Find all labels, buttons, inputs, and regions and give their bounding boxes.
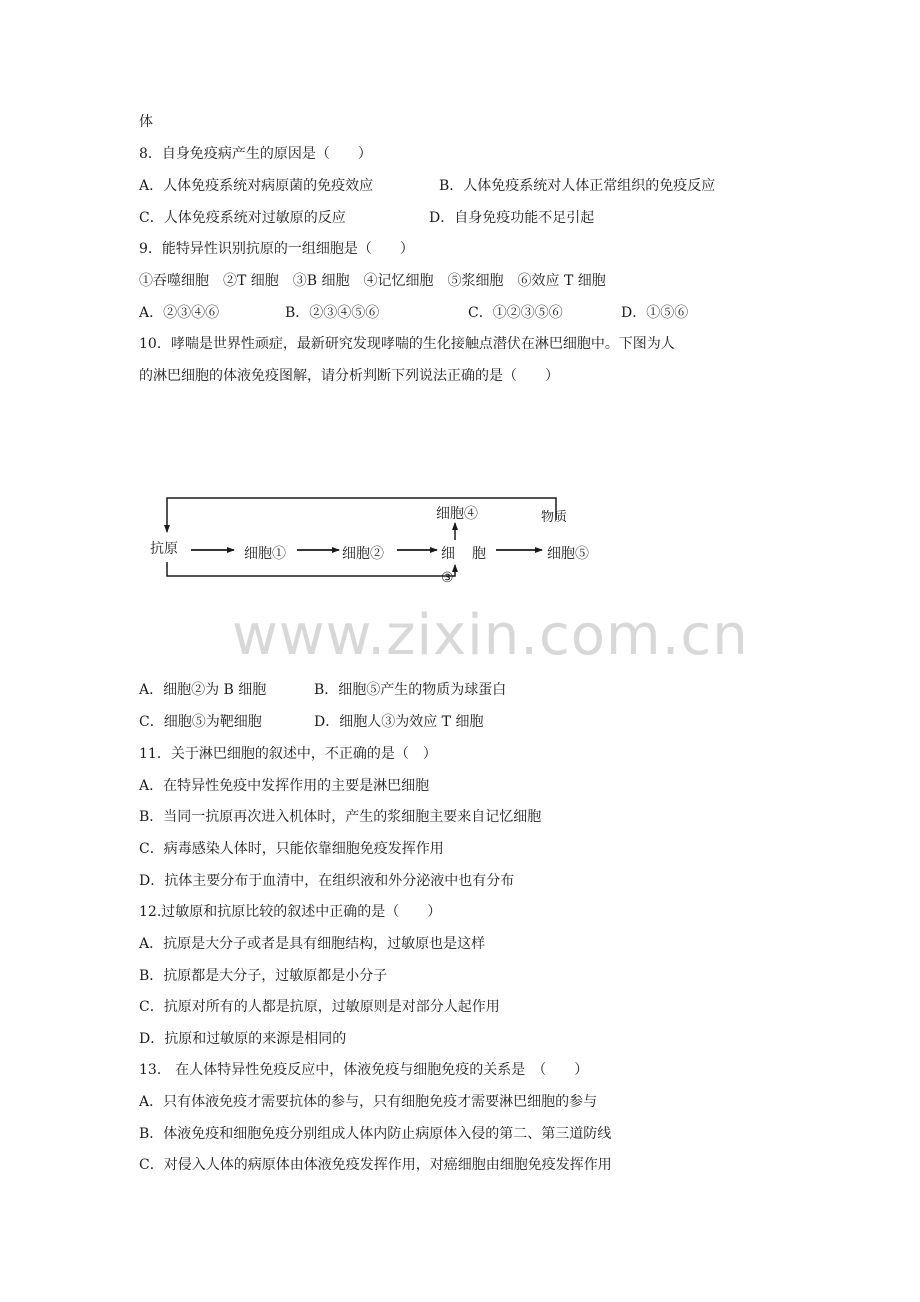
option-13a: A．只有体液免疫才需要抗体的参与，只有细胞免疫才需要淋巴细胞的参与: [139, 1094, 598, 1110]
option-12a: A．抗原是大分子或者是具有细胞结构，过敏原也是这样: [139, 936, 486, 952]
question-13: 13. 在人体特异性免疫反应中，体液免疫与细胞免疫的关系是 （ ）: [139, 1062, 589, 1078]
option-11d: D．抗体主要分布于血清中，在组织液和外分泌液中也有分布: [139, 873, 515, 889]
option-11c: C．病毒感染人体时，只能依靠细胞免疫发挥作用: [139, 841, 444, 857]
option-8c: C．人体免疫系统对过敏原的反应: [139, 210, 346, 226]
option-10b: B．细胞⑤产生的物质为球蛋白: [314, 682, 507, 698]
diagram-cell1: 细胞①: [244, 546, 286, 562]
option-8a: A．人体免疫系统对病原菌的免疫效应: [139, 178, 374, 194]
option-8b: B．人体免疫系统对人体正常组织的免疫反应: [439, 178, 716, 194]
option-9d: D．①⑤⑥: [621, 305, 689, 321]
bottom-line: [167, 562, 455, 576]
diagram-substance: 物质: [541, 510, 568, 525]
diagram-cell3-number: ③: [441, 570, 454, 586]
watermark: www.zixin.com.cn: [232, 603, 749, 668]
question-10-line1: 10．哮喘是世界性顽症，最新研究发现哮喘的生化接触点潜伏在淋巴细胞中。下图为人: [139, 336, 675, 352]
text-line: 体: [139, 114, 153, 130]
diagram-cell2: 细胞②: [342, 546, 384, 562]
option-9c: C．①②③⑤⑥: [468, 305, 563, 321]
option-12c: C．抗原对所有的人都是抗原，过敏原则是对部分人起作用: [139, 999, 500, 1015]
option-10a: A．细胞②为 B 细胞: [139, 682, 267, 698]
diagram-cell3-char2: 胞: [472, 546, 486, 562]
question-8: 8．自身免疫病产生的原因是（ ）: [139, 146, 372, 162]
option-13c: C．对侵入人体的病原体由体液免疫发挥作用，对癌细胞由细胞免疫发挥作用: [139, 1157, 612, 1173]
option-12d: D．抗原和过敏原的来源是相同的: [139, 1031, 347, 1047]
option-12b: B．抗原都是大分子，过敏原都是小分子: [139, 968, 388, 984]
option-11b: B．当同一抗原再次进入机体时，产生的浆细胞主要来自记忆细胞: [139, 809, 542, 825]
question-11: 11．关于淋巴细胞的叙述中，不正确的是（ ）: [139, 746, 437, 762]
option-13b: B．体液免疫和细胞免疫分别组成人体内防止病原体入侵的第二、第三道防线: [139, 1126, 612, 1142]
question-12: 12.过敏原和抗原比较的叙述中正确的是（ ）: [139, 904, 442, 920]
option-9b: B．②③④⑤⑥: [285, 305, 380, 321]
question-9-items: ①吞噬细胞 ②T 细胞 ③B 细胞 ④记忆细胞 ⑤浆细胞 ⑥效应 T 细胞: [139, 273, 606, 289]
diagram-cell4: 细胞④: [436, 506, 478, 522]
diagram-cell5: 细胞⑤: [547, 546, 589, 562]
option-8d: D．自身免疫功能不足引起: [429, 210, 595, 226]
diagram-cell3-char1: 细: [441, 546, 455, 562]
option-9a: A．②③④⑥: [139, 305, 220, 321]
option-11a: A．在特异性免疫中发挥作用的主要是淋巴细胞: [139, 778, 430, 794]
feedback-line: [167, 498, 556, 532]
option-10d: D．细胞人③为效应 T 细胞: [314, 714, 484, 730]
option-10c: C．细胞⑤为靶细胞: [139, 714, 262, 730]
question-10-line2: 的淋巴细胞的体液免疫图解，请分析判断下列说法正确的是（ ）: [139, 368, 559, 384]
question-9: 9．能特异性识别抗原的一组细胞是（ ）: [139, 241, 414, 257]
diagram-antigen: 抗原: [150, 541, 178, 557]
